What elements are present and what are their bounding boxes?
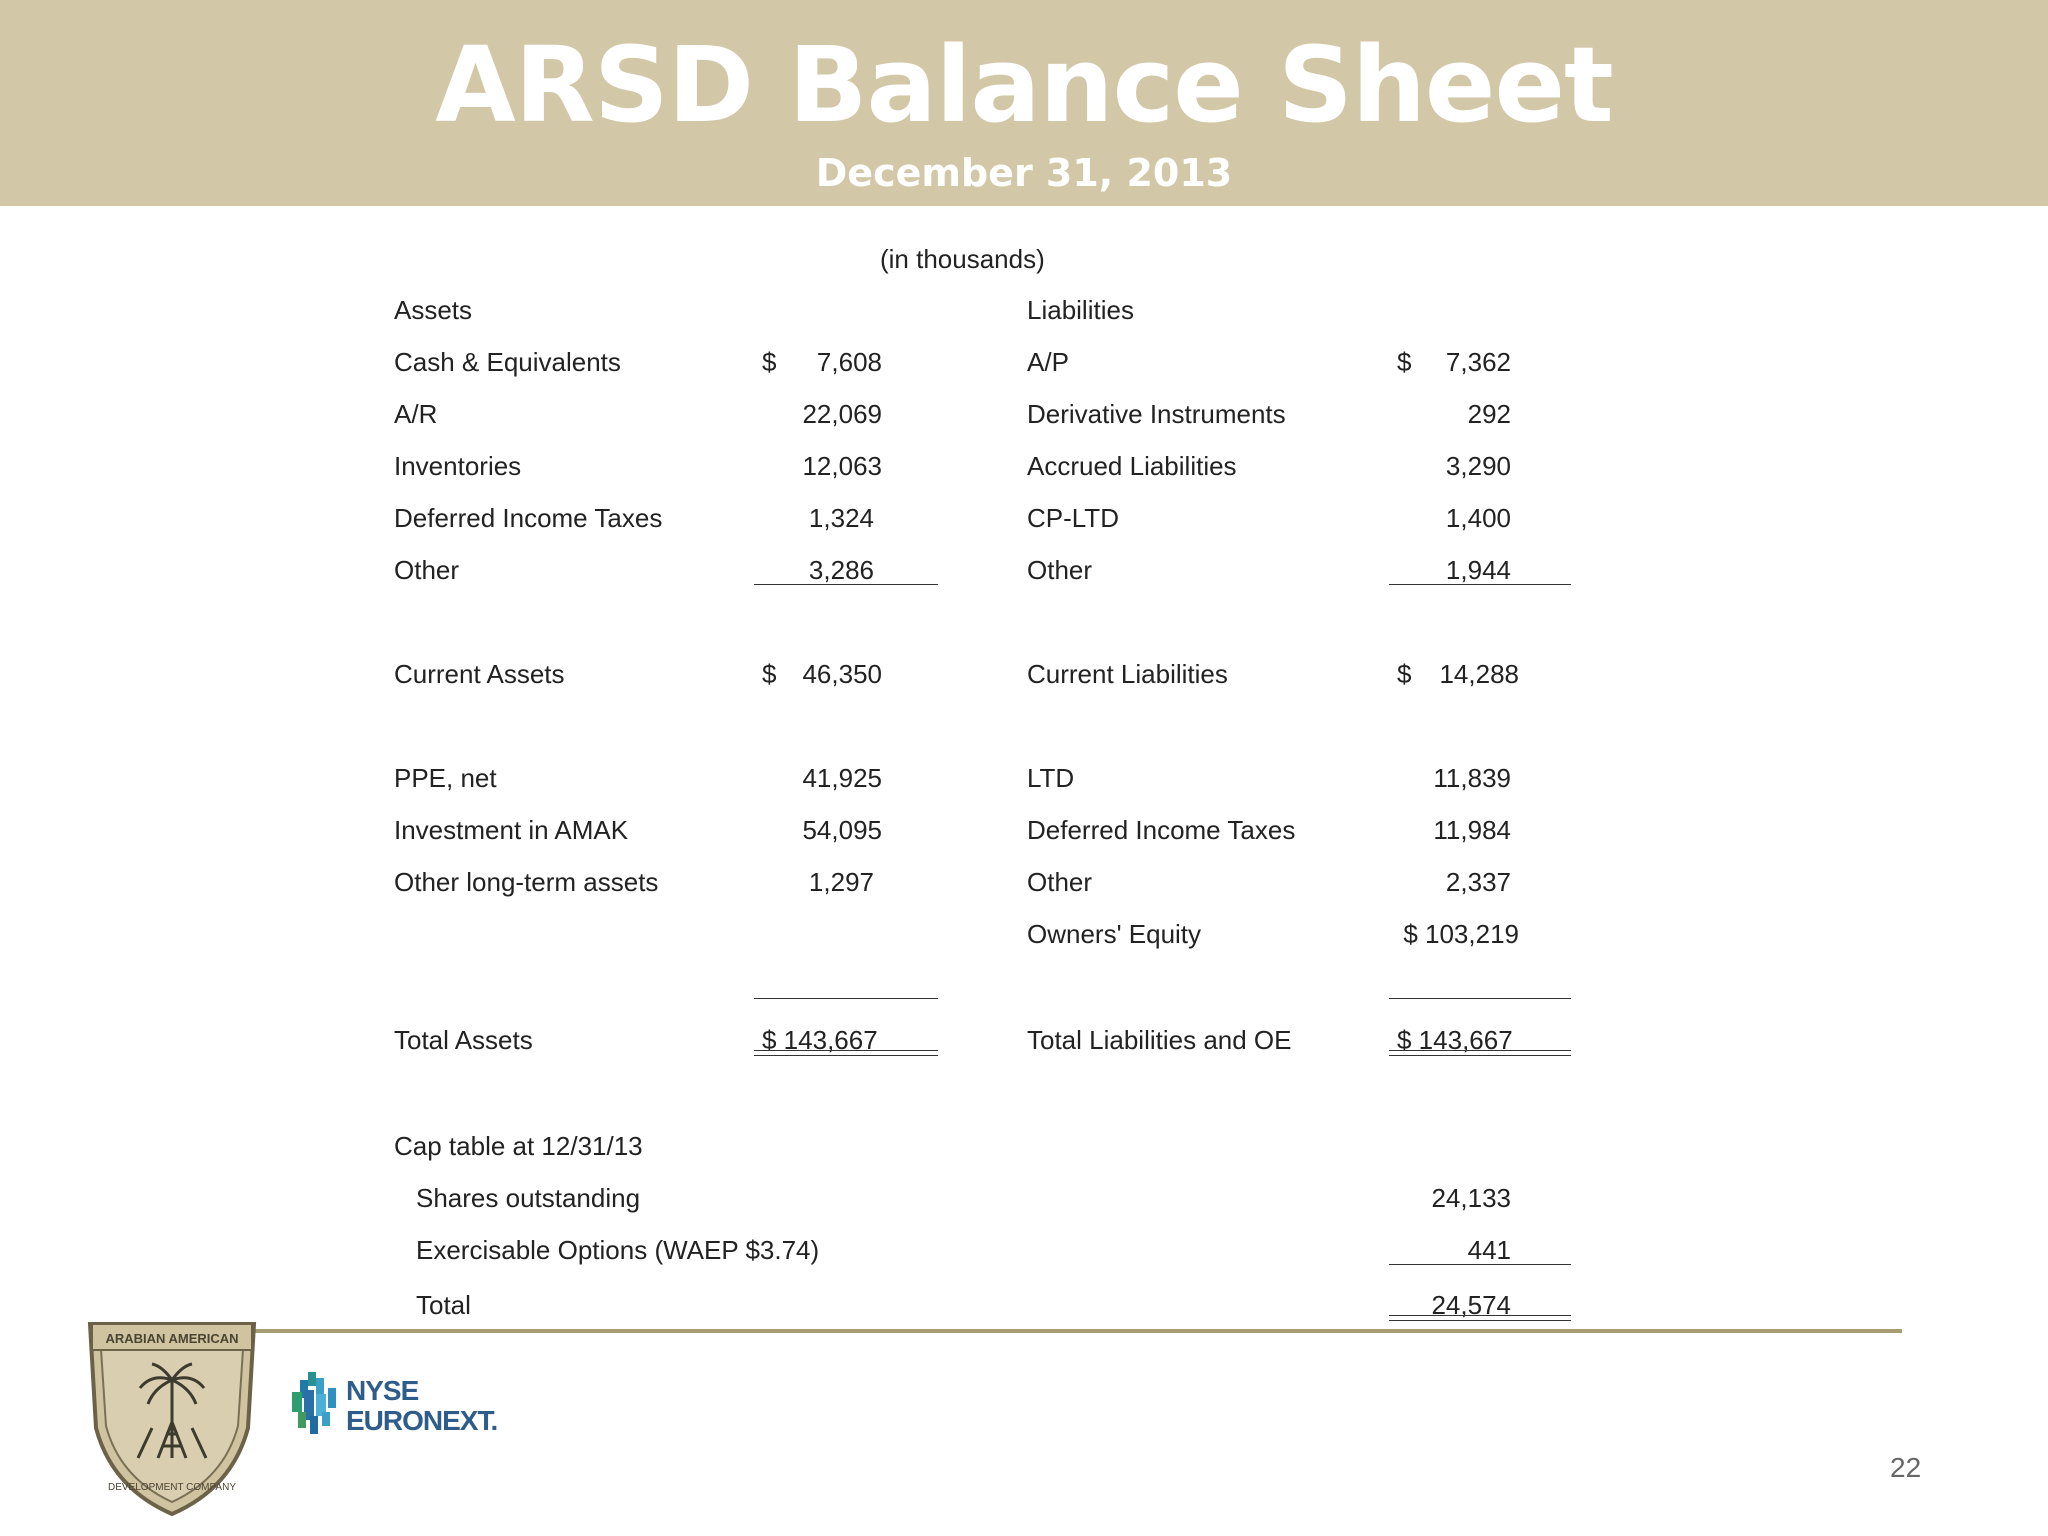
- liability-value: 3,290: [1445, 451, 1511, 481]
- asset-label: Investment in AMAK: [394, 815, 629, 845]
- liability-label: Other: [1027, 867, 1093, 897]
- cap-table-label: Shares outstanding: [416, 1183, 641, 1213]
- slide-title: ARSD Balance Sheet: [435, 24, 1613, 146]
- total-double-rule: [1389, 1050, 1571, 1056]
- nyse-euronext-icon: [286, 1370, 342, 1436]
- asset-value: 22,069: [802, 399, 882, 429]
- liability-value: 11,984: [1433, 815, 1511, 845]
- nyse-logo-line2: EURONEXT.: [346, 1405, 498, 1436]
- assets-heading: Assets: [394, 295, 473, 325]
- liability-dollar-sign: $: [1397, 347, 1412, 377]
- total-double-rule: [754, 1050, 938, 1056]
- liability-label: Derivative Instruments: [1027, 399, 1286, 429]
- liability-value: 1,944: [1445, 555, 1511, 585]
- asset-label: Other: [394, 555, 460, 585]
- owners-equity-value: $ 103,219: [1403, 919, 1519, 949]
- subtotal-rule: [754, 584, 938, 585]
- asset-label: Inventories: [394, 451, 522, 481]
- total-liabilities-label: Total Liabilities and OE: [1027, 1025, 1292, 1055]
- page-number: 22: [1890, 1452, 1922, 1483]
- total-assets-label: Total Assets: [394, 1025, 533, 1055]
- liability-value: 292: [1467, 399, 1511, 429]
- liability-label: LTD: [1027, 763, 1075, 793]
- liability-value: 1,400: [1445, 503, 1511, 533]
- subtotal-rule: [1389, 1264, 1571, 1265]
- owners-equity-label: Owners' Equity: [1027, 919, 1202, 949]
- liability-value: 7,362: [1445, 347, 1511, 377]
- total-rule: [754, 998, 938, 999]
- total-double-rule: [1389, 1315, 1571, 1321]
- liability-label: A/P: [1027, 347, 1069, 377]
- total-rule: [1389, 998, 1571, 999]
- cap-table-total-label: Total: [416, 1290, 471, 1320]
- liabilities-heading: Liabilities: [1027, 295, 1134, 325]
- total-assets-value: $ 143,667: [762, 1025, 878, 1055]
- asset-label: Other long-term assets: [394, 867, 659, 897]
- asset-dollar-sign: $: [762, 347, 777, 377]
- asset-value: 3,286: [808, 555, 874, 585]
- liability-label: CP-LTD: [1027, 503, 1119, 533]
- cap-table-total-value: 24,574: [1431, 1290, 1511, 1320]
- cap-table-value: 24,133: [1431, 1183, 1511, 1213]
- company-seal-logo: [82, 1318, 262, 1518]
- liability-label: Other: [1027, 555, 1093, 585]
- liability-value: 2,337: [1445, 867, 1511, 897]
- liability-label: Accrued Liabilities: [1027, 451, 1237, 481]
- slide-header: [0, 0, 2048, 206]
- current-assets-value: 46,350: [802, 659, 882, 689]
- cap-table-label: Exercisable Options (WAEP $3.74): [416, 1235, 820, 1265]
- subtotal-rule: [1389, 584, 1571, 585]
- asset-value: 1,324: [808, 503, 874, 533]
- nyse-logo-line1: NYSE: [346, 1375, 419, 1406]
- asset-label: Cash & Equivalents: [394, 347, 621, 377]
- seal-bottom-text: DEVELOPMENT COMPANY: [108, 1482, 236, 1493]
- units-note: (in thousands): [880, 244, 1045, 274]
- total-liabilities-value: $ 143,667: [1397, 1025, 1513, 1055]
- footer-divider: [250, 1329, 1902, 1333]
- asset-label: Deferred Income Taxes: [394, 503, 663, 533]
- current-liabilities-label: Current Liabilities: [1027, 659, 1228, 689]
- cap-table-value: 441: [1467, 1235, 1511, 1265]
- asset-value: 54,095: [802, 815, 882, 845]
- asset-value: 7,608: [816, 347, 882, 377]
- seal-top-text: ARABIAN AMERICAN: [105, 1331, 239, 1346]
- current-assets-label: Current Assets: [394, 659, 565, 689]
- cap-table-heading: Cap table at 12/31/13: [394, 1131, 643, 1161]
- liability-label: Deferred Income Taxes: [1027, 815, 1296, 845]
- current-liabilities-value: 14,288: [1439, 659, 1519, 689]
- slide-date: December 31, 2013: [815, 151, 1233, 195]
- liability-value: 11,839: [1433, 763, 1511, 793]
- asset-value: 41,925: [802, 763, 882, 793]
- asset-label: A/R: [394, 399, 438, 429]
- nyse-euronext-logo: [346, 1376, 497, 1436]
- current-assets-dollar: $: [762, 659, 777, 689]
- current-liabilities-dollar: $: [1397, 659, 1412, 689]
- asset-value: 1,297: [808, 867, 874, 897]
- asset-value: 12,063: [802, 451, 882, 481]
- asset-label: PPE, net: [394, 763, 497, 793]
